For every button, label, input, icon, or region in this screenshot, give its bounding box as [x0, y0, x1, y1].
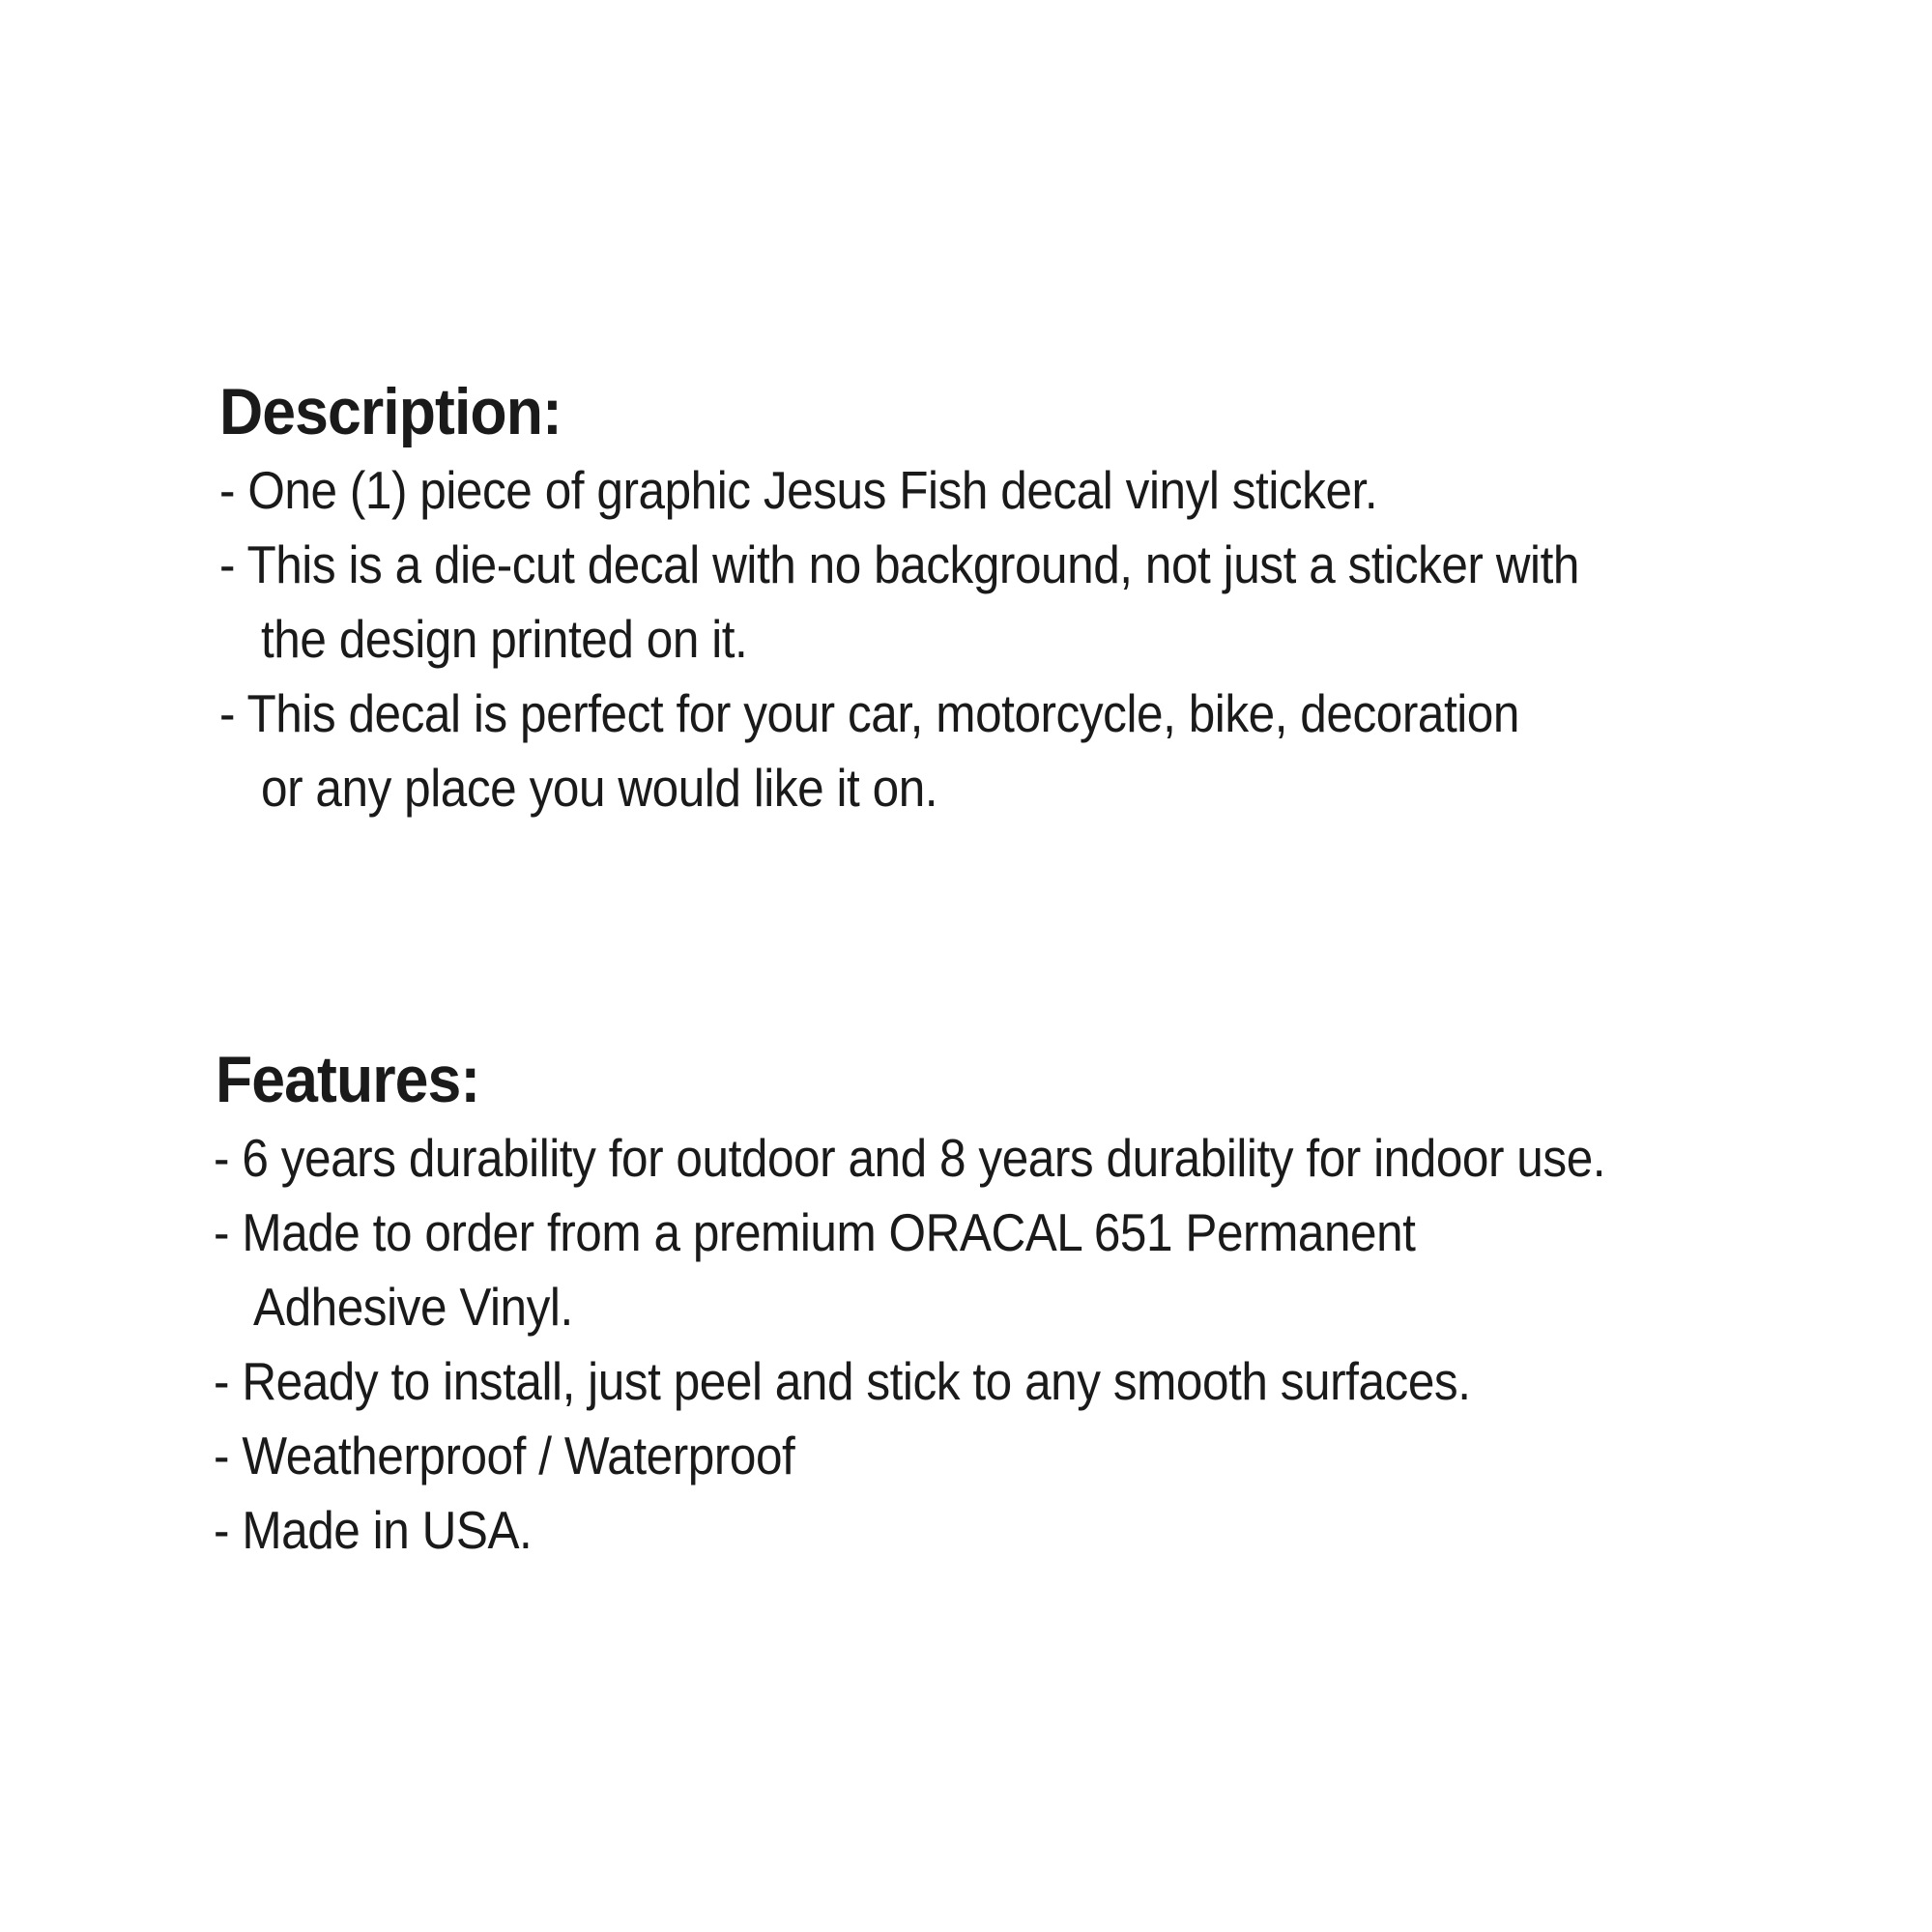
features-heading: Features:	[216, 1043, 480, 1116]
features-line: - Ready to install, just peel and stick to any smooth surfaces.	[214, 1351, 1471, 1411]
description-line: - This is a die-cut decal with no background, not just a sticker with	[219, 534, 1579, 594]
description-line: - This decal is perfect for your car, motorcycle, bike, decoration	[219, 683, 1519, 743]
features-line: - Made to order from a premium ORACAL 651 Permanent	[214, 1202, 1416, 1262]
features-line: - Weatherproof / Waterproof	[214, 1426, 795, 1485]
features-line: - 6 years durability for outdoor and 8 years durability for indoor use.	[214, 1128, 1606, 1188]
description-line-continuation: or any place you would like it on.	[261, 758, 938, 818]
features-line: - Made in USA.	[214, 1500, 533, 1560]
description-heading: Description:	[219, 375, 562, 448]
description-line-continuation: the design printed on it.	[261, 609, 748, 669]
description-line: - One (1) piece of graphic Jesus Fish decal vinyl sticker.	[219, 460, 1378, 520]
features-line-continuation: Adhesive Vinyl.	[253, 1277, 573, 1337]
